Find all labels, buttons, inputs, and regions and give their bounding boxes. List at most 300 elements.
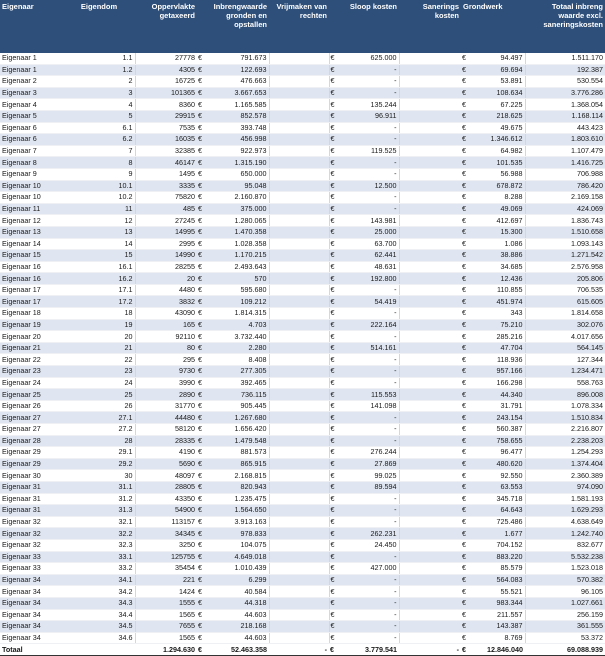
cell-demolition: 119.525: [340, 145, 399, 157]
cell-remediation: [399, 250, 461, 262]
cell-area: 1565: [135, 632, 197, 644]
euro-sign: €: [461, 273, 472, 285]
table-row: [0, 331, 605, 343]
cell-area: 485: [135, 203, 197, 215]
cell-owner: Eigenaar 24: [0, 377, 63, 389]
euro-sign: €: [197, 110, 208, 122]
cell-demolition: 27.869: [340, 458, 399, 470]
cell-property: 3: [63, 87, 135, 99]
cell-area: 3990: [135, 377, 197, 389]
table-row: [0, 261, 605, 273]
cell-property: 1.1: [63, 53, 135, 64]
cell-rights: [269, 481, 329, 493]
cell-rights: [269, 539, 329, 551]
euro-sign: €: [461, 424, 472, 436]
cell-rights: [269, 609, 329, 621]
cell-value: 122.693: [208, 64, 269, 76]
header-remediation: Sanerings kosten: [399, 0, 461, 53]
euro-sign: €: [329, 192, 340, 204]
cell-rights: [269, 273, 329, 285]
cell-owner: Eigenaar 31: [0, 481, 63, 493]
euro-sign: €: [329, 481, 340, 493]
cell-demolition: -: [340, 331, 399, 343]
euro-sign: €: [461, 226, 472, 238]
cell-owner: Eigenaar 1: [0, 53, 63, 64]
cell-total: 1.836.743: [525, 215, 605, 227]
euro-sign: €: [329, 122, 340, 134]
euro-sign: €: [461, 296, 472, 308]
euro-sign: €: [461, 435, 472, 447]
cell-rights: [269, 261, 329, 273]
cell-area: 46147: [135, 157, 197, 169]
cell-value: 375.000: [208, 203, 269, 215]
table-row: [0, 354, 605, 366]
cell-remediation: [399, 284, 461, 296]
cell-rights: [269, 157, 329, 169]
cell-rights: [269, 122, 329, 134]
euro-sign: €: [197, 76, 208, 88]
cell-owner: Eigenaar 32: [0, 539, 63, 551]
cell-value: 1.267.680: [208, 412, 269, 424]
cell-demolition: -: [340, 134, 399, 146]
cell-owner: Eigenaar 12: [0, 215, 63, 227]
cell-area: 29915: [135, 110, 197, 122]
cell-property: 25: [63, 389, 135, 401]
cell-groundwork: 8.288: [472, 192, 525, 204]
header-owner: Eigenaar: [0, 0, 63, 53]
euro-sign: €: [461, 342, 472, 354]
cell-total: 1.510.834: [525, 412, 605, 424]
cell-total: 4.638.649: [525, 516, 605, 528]
table-row: [0, 470, 605, 482]
totals-remediation: -: [399, 644, 461, 656]
totals-demolition: 3.779.541: [340, 644, 399, 656]
euro-sign: €: [461, 458, 472, 470]
euro-sign: €: [329, 400, 340, 412]
cell-value: 978.833: [208, 528, 269, 540]
table-row: [0, 400, 605, 412]
cell-property: 30: [63, 470, 135, 482]
cell-area: 14995: [135, 226, 197, 238]
cell-groundwork: 983.344: [472, 597, 525, 609]
cell-owner: Eigenaar 32: [0, 528, 63, 540]
cell-demolition: 99.025: [340, 470, 399, 482]
cell-groundwork: 480.620: [472, 458, 525, 470]
euro-sign: €: [329, 621, 340, 633]
cell-value: 595.680: [208, 284, 269, 296]
cell-demolition: -: [340, 168, 399, 180]
cell-property: 21: [63, 342, 135, 354]
cell-value: 1.028.358: [208, 238, 269, 250]
cell-property: 19: [63, 319, 135, 331]
cell-total: 1.511.170: [525, 53, 605, 64]
cell-owner: Eigenaar 27: [0, 412, 63, 424]
cell-property: 10.1: [63, 180, 135, 192]
table-row: [0, 481, 605, 493]
cell-value: 476.663: [208, 76, 269, 88]
cell-property: 13: [63, 226, 135, 238]
cell-property: 32.2: [63, 528, 135, 540]
cell-value: 2.168.815: [208, 470, 269, 482]
cell-remediation: [399, 528, 461, 540]
euro-sign: €: [197, 493, 208, 505]
cell-demolition: -: [340, 354, 399, 366]
cell-remediation: [399, 516, 461, 528]
euro-sign: €: [329, 470, 340, 482]
cell-area: 4480: [135, 284, 197, 296]
cell-demolition: -: [340, 87, 399, 99]
cell-property: 6.1: [63, 122, 135, 134]
cell-value: 922.973: [208, 145, 269, 157]
cell-value: 218.168: [208, 621, 269, 633]
cell-rights: [269, 528, 329, 540]
cell-total: 1.107.479: [525, 145, 605, 157]
table-row: [0, 342, 605, 354]
euro-sign: €: [461, 551, 472, 563]
cell-groundwork: 47.704: [472, 342, 525, 354]
cell-demolition: -: [340, 493, 399, 505]
cell-value: 1.656.420: [208, 424, 269, 436]
euro-sign: €: [329, 157, 340, 169]
cell-total: 192.387: [525, 64, 605, 76]
euro-sign: €: [329, 505, 340, 517]
cell-value: 40.584: [208, 586, 269, 598]
cell-property: 23: [63, 366, 135, 378]
cell-value: 1.814.315: [208, 308, 269, 320]
euro-sign: €: [461, 64, 472, 76]
euro-sign: €: [329, 597, 340, 609]
table-row: [0, 110, 605, 122]
euro-sign: €: [461, 354, 472, 366]
cell-groundwork: 725.486: [472, 516, 525, 528]
cell-rights: [269, 238, 329, 250]
euro-sign: €: [461, 331, 472, 343]
cell-groundwork: 12.436: [472, 273, 525, 285]
cell-owner: Eigenaar 17: [0, 284, 63, 296]
cell-value: 44.603: [208, 609, 269, 621]
euro-sign: €: [461, 87, 472, 99]
cell-groundwork: 85.579: [472, 563, 525, 575]
cell-area: 3250: [135, 539, 197, 551]
header-groundwork: Grondwerk: [461, 0, 525, 53]
cell-owner: Eigenaar 15: [0, 250, 63, 262]
euro-sign: €: [197, 377, 208, 389]
cell-remediation: [399, 632, 461, 644]
cell-owner: Eigenaar 34: [0, 597, 63, 609]
cell-remediation: [399, 296, 461, 308]
totals-area: 1.294.630: [135, 644, 197, 656]
cell-groundwork: 64.982: [472, 145, 525, 157]
cell-remediation: [399, 168, 461, 180]
cell-area: 1424: [135, 586, 197, 598]
euro-sign: €: [197, 470, 208, 482]
cell-total: 1.093.143: [525, 238, 605, 250]
euro-sign: €: [461, 481, 472, 493]
cell-total: 564.145: [525, 342, 605, 354]
cell-remediation: [399, 215, 461, 227]
euro-sign: €: [461, 377, 472, 389]
table-row: [0, 574, 605, 586]
cell-total: 1.242.740: [525, 528, 605, 540]
table-row: [0, 458, 605, 470]
cell-area: 44480: [135, 412, 197, 424]
cell-rights: [269, 180, 329, 192]
euro-sign: €: [461, 110, 472, 122]
euro-sign: €: [329, 574, 340, 586]
cell-total: 2.216.807: [525, 424, 605, 436]
table-row: [0, 632, 605, 644]
cell-property: 18: [63, 308, 135, 320]
cell-owner: Eigenaar 5: [0, 110, 63, 122]
cell-owner: Eigenaar 20: [0, 331, 63, 343]
cell-groundwork: 560.387: [472, 424, 525, 436]
cell-groundwork: 1.086: [472, 238, 525, 250]
cell-groundwork: 53.891: [472, 76, 525, 88]
cell-groundwork: 101.535: [472, 157, 525, 169]
euro-sign: €: [197, 516, 208, 528]
cell-value: 6.299: [208, 574, 269, 586]
euro-sign: €: [329, 563, 340, 575]
cell-value: 392.465: [208, 377, 269, 389]
table-row: [0, 435, 605, 447]
cell-property: 32.3: [63, 539, 135, 551]
cell-property: 34.1: [63, 574, 135, 586]
cell-remediation: [399, 64, 461, 76]
euro-sign: €: [329, 331, 340, 343]
cell-rights: [269, 168, 329, 180]
cell-value: 1.479.548: [208, 435, 269, 447]
cell-rights: [269, 377, 329, 389]
euro-sign: €: [197, 412, 208, 424]
cell-total: 96.105: [525, 586, 605, 598]
euro-sign: €: [461, 145, 472, 157]
cell-groundwork: 63.553: [472, 481, 525, 493]
table-row: [0, 134, 605, 146]
euro-sign: €: [197, 574, 208, 586]
euro-sign: €: [461, 447, 472, 459]
cell-total: 832.677: [525, 539, 605, 551]
cell-rights: [269, 110, 329, 122]
cell-demolition: 24.450: [340, 539, 399, 551]
euro-sign: €: [461, 400, 472, 412]
cell-area: 1495: [135, 168, 197, 180]
euro-sign: €: [197, 505, 208, 517]
cell-owner: Eigenaar 17: [0, 296, 63, 308]
cell-groundwork: 143.387: [472, 621, 525, 633]
euro-sign: €: [197, 192, 208, 204]
cell-total: 615.605: [525, 296, 605, 308]
cell-property: 33.2: [63, 563, 135, 575]
cell-value: 393.748: [208, 122, 269, 134]
euro-sign: €: [197, 447, 208, 459]
cell-owner: Eigenaar 31: [0, 505, 63, 517]
euro-sign: €: [329, 53, 340, 64]
cell-demolition: -: [340, 366, 399, 378]
cell-area: 27778: [135, 53, 197, 64]
cell-value: 2.160.870: [208, 192, 269, 204]
euro-sign: €: [329, 134, 340, 146]
cell-owner: Eigenaar 33: [0, 551, 63, 563]
cell-total: 1.803.610: [525, 134, 605, 146]
table-row: [0, 563, 605, 575]
cell-groundwork: 49.675: [472, 122, 525, 134]
cell-property: 27.1: [63, 412, 135, 424]
euro-sign: €: [329, 308, 340, 320]
cell-remediation: [399, 366, 461, 378]
cell-property: 16.2: [63, 273, 135, 285]
euro-sign: €: [461, 215, 472, 227]
cell-area: 101365: [135, 87, 197, 99]
cell-groundwork: 1.346.612: [472, 134, 525, 146]
cell-area: 7535: [135, 122, 197, 134]
euro-sign: €: [197, 308, 208, 320]
table-row: [0, 389, 605, 401]
cell-owner: Eigenaar 26: [0, 400, 63, 412]
cell-groundwork: 412.697: [472, 215, 525, 227]
euro-sign: €: [461, 563, 472, 575]
cell-rights: [269, 203, 329, 215]
table-header: [0, 0, 605, 53]
cell-property: 12: [63, 215, 135, 227]
euro-sign: €: [461, 250, 472, 262]
cell-remediation: [399, 505, 461, 517]
cell-owner: Eigenaar 22: [0, 354, 63, 366]
cell-total: 4.017.656: [525, 331, 605, 343]
cell-total: 53.372: [525, 632, 605, 644]
cell-demolition: -: [340, 574, 399, 586]
cell-owner: Eigenaar 11: [0, 203, 63, 215]
cell-area: 48097: [135, 470, 197, 482]
cell-total: 443.423: [525, 122, 605, 134]
euro-sign: €: [197, 528, 208, 540]
cell-value: 3.732.440: [208, 331, 269, 343]
cell-owner: Eigenaar 10: [0, 180, 63, 192]
cell-area: 35454: [135, 563, 197, 575]
cell-property: 28: [63, 435, 135, 447]
table-row: [0, 122, 605, 134]
cell-remediation: [399, 76, 461, 88]
euro-sign: €: [461, 586, 472, 598]
cell-remediation: [399, 308, 461, 320]
cell-owner: Eigenaar 1: [0, 64, 63, 76]
cell-area: 7655: [135, 621, 197, 633]
cell-owner: Eigenaar 28: [0, 435, 63, 447]
euro-sign: €: [197, 458, 208, 470]
header-rights: Vrijmaken van rechten: [269, 0, 329, 53]
cell-value: 44.318: [208, 597, 269, 609]
cell-rights: [269, 424, 329, 436]
euro-sign: €: [329, 609, 340, 621]
cell-total: 1.629.293: [525, 505, 605, 517]
cell-area: 14990: [135, 250, 197, 262]
cell-total: 706.988: [525, 168, 605, 180]
cell-remediation: [399, 99, 461, 111]
cell-remediation: [399, 203, 461, 215]
cell-owner: Eigenaar 6: [0, 122, 63, 134]
table-row: [0, 424, 605, 436]
cell-value: 3.667.653: [208, 87, 269, 99]
cell-area: 31770: [135, 400, 197, 412]
euro-sign: €: [197, 609, 208, 621]
cell-value: 1.280.065: [208, 215, 269, 227]
euro-sign: €: [461, 609, 472, 621]
cell-total: 1.027.661: [525, 597, 605, 609]
cell-rights: [269, 87, 329, 99]
cell-property: 29.2: [63, 458, 135, 470]
cell-property: 31.2: [63, 493, 135, 505]
euro-sign: €: [461, 203, 472, 215]
cell-groundwork: 108.634: [472, 87, 525, 99]
euro-sign: €: [197, 134, 208, 146]
euro-sign: €: [461, 76, 472, 88]
cell-remediation: [399, 597, 461, 609]
euro-sign: €: [329, 493, 340, 505]
cell-remediation: [399, 470, 461, 482]
euro-sign: €: [329, 366, 340, 378]
cell-rights: [269, 447, 329, 459]
euro-sign: €: [329, 99, 340, 111]
table-row: [0, 551, 605, 563]
euro-sign: €: [329, 539, 340, 551]
cell-owner: Eigenaar 2: [0, 76, 63, 88]
euro-sign: €: [197, 644, 208, 656]
table-row: [0, 528, 605, 540]
cell-remediation: [399, 134, 461, 146]
cell-demolition: 625.000: [340, 53, 399, 64]
cell-rights: [269, 354, 329, 366]
euro-sign: €: [329, 261, 340, 273]
cell-demolition: 89.594: [340, 481, 399, 493]
cell-area: 28335: [135, 435, 197, 447]
cell-demolition: -: [340, 203, 399, 215]
euro-sign: €: [461, 644, 472, 656]
euro-sign: €: [197, 435, 208, 447]
cell-owner: Eigenaar 21: [0, 342, 63, 354]
cell-value: 865.915: [208, 458, 269, 470]
euro-sign: €: [197, 354, 208, 366]
cell-rights: [269, 215, 329, 227]
cell-area: 28255: [135, 261, 197, 273]
cell-area: 2890: [135, 389, 197, 401]
euro-sign: €: [197, 168, 208, 180]
euro-sign: €: [329, 528, 340, 540]
euro-sign: €: [461, 157, 472, 169]
table-row: [0, 99, 605, 111]
euro-sign: €: [461, 319, 472, 331]
cell-rights: [269, 632, 329, 644]
cell-property: 34.3: [63, 597, 135, 609]
cell-value: 1.010.439: [208, 563, 269, 575]
cell-value: 8.408: [208, 354, 269, 366]
euro-sign: €: [329, 389, 340, 401]
cell-value: 277.305: [208, 366, 269, 378]
euro-sign: €: [329, 110, 340, 122]
cell-groundwork: 94.497: [472, 53, 525, 64]
cell-area: 4190: [135, 447, 197, 459]
cell-owner: Eigenaar 7: [0, 145, 63, 157]
cell-remediation: [399, 180, 461, 192]
cell-groundwork: 243.154: [472, 412, 525, 424]
cell-rights: [269, 621, 329, 633]
euro-sign: €: [197, 273, 208, 285]
cell-remediation: [399, 481, 461, 493]
euro-sign: €: [329, 145, 340, 157]
table-row: [0, 377, 605, 389]
table-row: [0, 319, 605, 331]
cell-total: 2.360.389: [525, 470, 605, 482]
table-row: [0, 238, 605, 250]
cell-area: 28805: [135, 481, 197, 493]
